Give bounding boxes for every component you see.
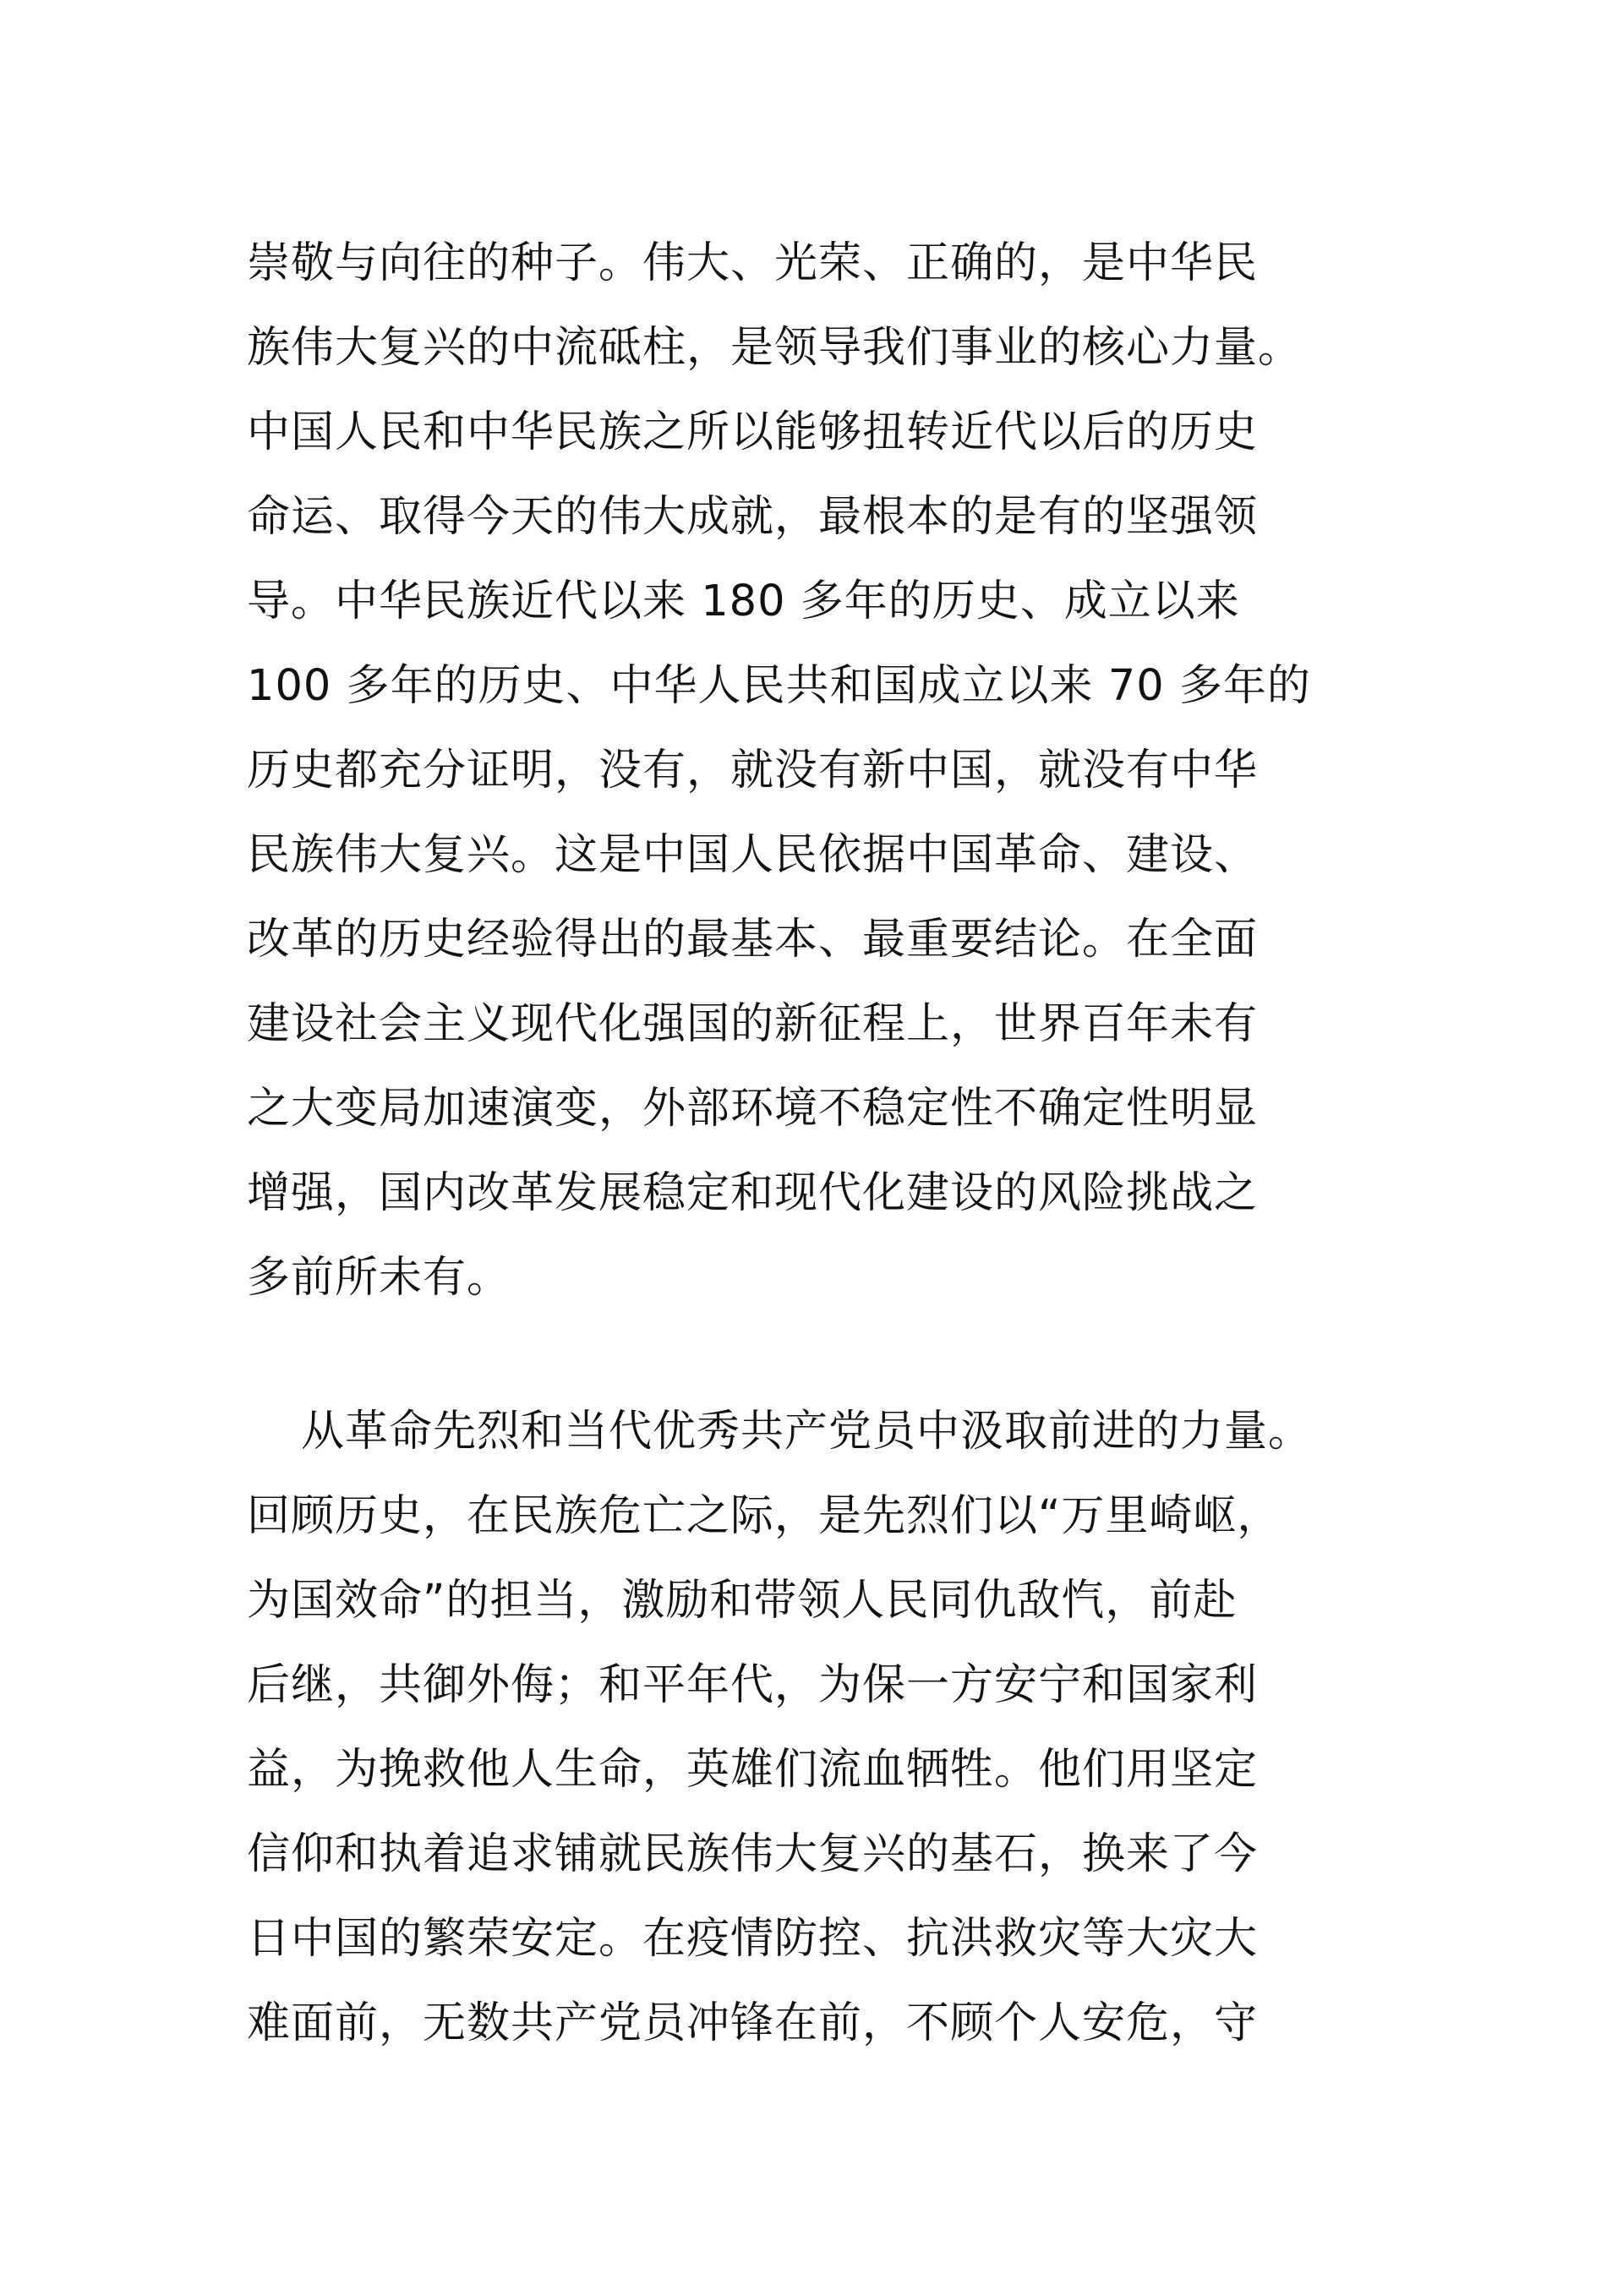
paragraph-1-line-3: 中国人民和中华民族之所以能够扭转近代以后的历史 [247,407,1259,457]
paragraph-1-line-5: 导。中华民族近代以来 180 多年的历史、成立以来 [247,577,1240,626]
paragraph-2-line-3: 为国效命”的担当，激励和带领人民同仇敌忾，前赴 [247,1576,1238,1626]
paragraph-2-line-4: 后继，共御外侮；和平年代，为保一方安宁和国家利 [247,1660,1259,1710]
paragraph-1-line-11: 之大变局加速演变，外部环境不稳定性不确定性明显 [247,1084,1259,1134]
paragraph-1-line-12: 增强，国内改革发展稳定和现代化建设的风险挑战之 [247,1168,1259,1218]
paragraph-1-line-8: 民族伟大复兴。这是中国人民依据中国革命、建设、 [247,830,1259,880]
paragraph-2-line-6: 信仰和执着追求铺就民族伟大复兴的基石，换来了今 [247,1829,1259,1879]
paragraph-1-line-13: 多前所未有。 [247,1253,511,1303]
paragraph-2-line-5: 益，为挽救他人生命，英雄们流血牺牲。他们用坚定 [247,1745,1259,1795]
paragraph-1-line-7: 历史都充分证明，没有，就没有新中国，就没有中华 [247,746,1259,795]
paragraph-1-line-2: 族伟大复兴的中流砥柱，是领导我们事业的核心力量。 [247,323,1303,373]
paragraph-2-line-7: 日中国的繁荣安定。在疫情防控、抗洪救灾等大灾大 [247,1914,1259,1964]
paragraph-2-line-8: 难面前，无数共产党员冲锋在前，不顾个人安危，守 [247,1998,1259,2048]
paragraph-2-line-2: 回顾历史，在民族危亡之际，是先烈们以“万里崎岖， [247,1491,1281,1541]
paragraph-1-line-1: 崇敬与向往的种子。伟大、光荣、正确的，是中华民 [247,238,1259,288]
paragraph-1-line-9: 改革的历史经验得出的最基本、最重要结论。在全面 [247,915,1259,965]
paragraph-1-line-6: 100 多年的历史、中华人民共和国成立以来 70 多年的 [247,661,1311,711]
paragraph-2-line-1: 从革命先烈和当代优秀共产党员中汲取前进的力量。 [301,1407,1313,1457]
paragraph-1-line-4: 命运、取得今天的伟大成就，最根本的是有的坚强领 [247,492,1259,542]
paragraph-1-line-10: 建设社会主义现代化强国的新征程上，世界百年未有 [247,999,1259,1049]
